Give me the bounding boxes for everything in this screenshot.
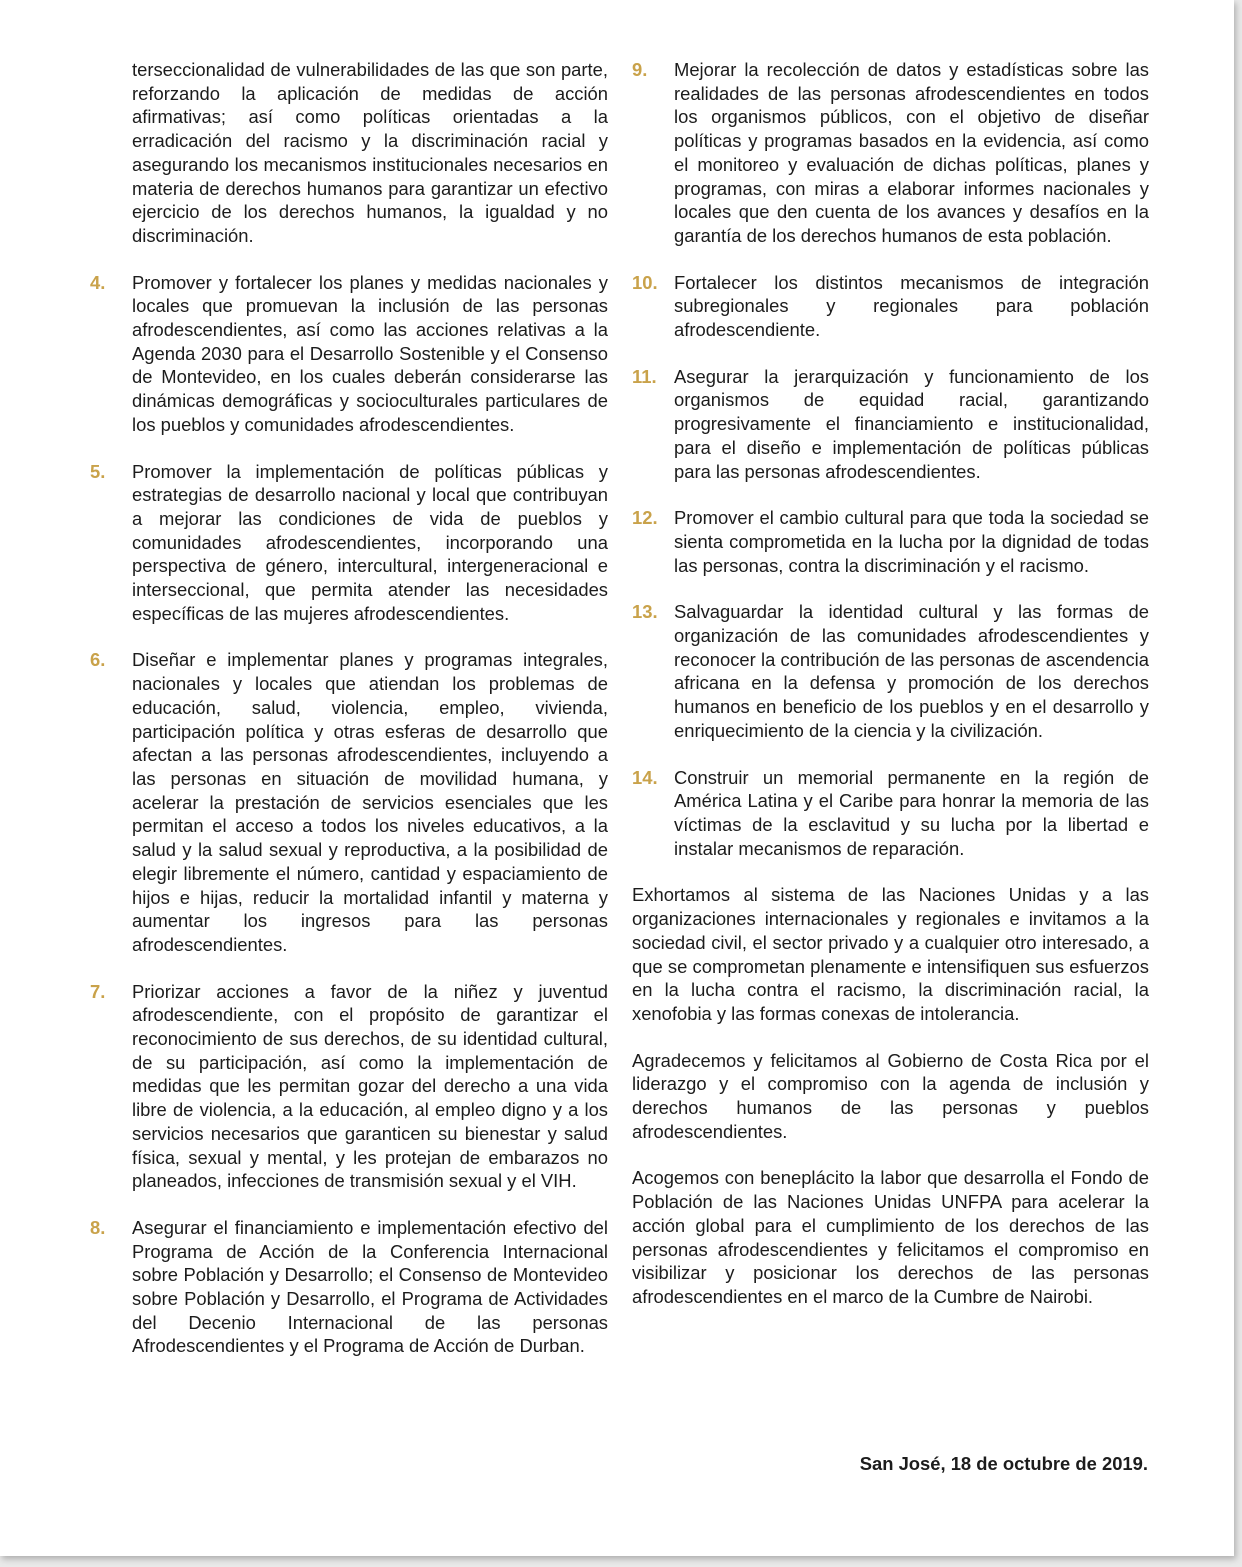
list-item-10 [632, 271, 1149, 342]
right-column [632, 58, 1149, 1332]
item-text: Salvaguardar la identidad cultural y las formas de organización de las comunidades afrodescendientes y reconocer la contribución de las personas de ascendencia africana en la defensa y promoción de los derechos humanos en beneficio de los pueblos y en el desarrollo y enriquecimiento de la ciencia y la civilización. [674, 601, 1149, 741]
list-item-6 [90, 648, 608, 956]
list-item-14 [632, 766, 1149, 861]
item-number: 12. [632, 507, 658, 529]
item-text: Construir un memorial permanente en la región de América Latina y el Caribe para honrar la memoria de las víctimas de la esclavitud y su lucha por la libertad e instalar mecanismos de reparación. [674, 766, 1149, 859]
place-date-signature: San José, 18 de octubre de 2019. [859, 1453, 1148, 1474]
item-text: Priorizar acciones a favor de la niñez y juventud afrodescendiente, con el propósito de garantizar el reconocimiento de sus derechos, de su identidad cultural, de su participación, así como la implementación de medidas que les permitan gozar del derecho a una vida libre de violencia, a la educación, al empleo digno y a los servicios necesarios que garanticen su bienestar y salud física, sexual y mental, y les protejan de embarazos no planeados, infecciones de transmisión sexual y el VIH. [132, 980, 608, 1192]
item-text: Fortalecer los distintos mecanismos de integración subregionales y regionales para población afrodescendiente. [674, 271, 1149, 341]
paragraph-acogemos: Acogemos con beneplácito la labor que desarrolla el Fondo de Población de las Naciones Unidas UNFPA para acelerar la acción global para el cumplimiento de los derechos de las personas afrodescendientes y felicitamos el compromiso en visibilizar y posicionar los derechos de las personas afrodescendientes en el marco de la Cumbre de Nairobi. [632, 1167, 1149, 1307]
item-number: 5. [90, 460, 106, 482]
item-text: Asegurar la jerarquización y funcionamiento de los organismos de equidad racial, garantizando progresivamente el financiamiento e institucionalidad, para el diseño e implementación de políticas públicas para las personas afrodescendientes. [674, 365, 1149, 482]
list-item-8 [90, 1216, 608, 1358]
list-item-9 [632, 58, 1149, 248]
item-number: 7. [90, 980, 106, 1002]
item-text: Promover y fortalecer los planes y medidas nacionales y locales que promuevan la inclusión de las personas afrodescendientes, así como las acciones relativas a la Agenda 2030 para el Desarrollo Sostenible y el Consenso de Montevideo, en los cuales deberán considerarse las dinámicas demográficas y socioculturales particulares de los pueblos y comunidades afrodescendientes. [132, 271, 608, 435]
item-number: 13. [632, 601, 658, 623]
continued-item-text: terseccionalidad de vulnerabilidades de las que son parte, reforzando la aplicación de medidas de acción afirmativas; así como políticas orientadas a la erradicación del racismo y la discriminación racial y asegurando los mecanismos institucionales necesarios en materia de derechos humanos para garantizar un efectivo ejercicio de los derechos humanos, la igualdad y no discriminación. [132, 59, 608, 246]
item-number: 9. [632, 59, 648, 80]
item-number: 8. [90, 1216, 106, 1238]
left-column [90, 58, 608, 1381]
item-text: Diseñar e implementar planes y programas integrales, nacionales y locales que atiendan los problemas de educación, salud, violencia, empleo, vivienda, participación política y otras esferas de desarrollo que afectan a las personas afrodescendientes, incluyendo a las personas en situación de movilidad humana, y acelerar la prestación de servicios esenciales que les permitan el acceso a todos los niveles educativos, a la salud y la salud sexual y reproductiva, a la posibilidad de elegir libremente el número, cantidad y espaciamiento de hijos e hijas, reducir la mortalidad infantil y materna y aumentar los ingresos para las personas afrodescendientes. [132, 649, 608, 955]
list-item-4 [90, 271, 608, 437]
item-text: Mejorar la recolección de datos y estadísticas sobre las realidades de las personas afrodescendientes en todos los organismos públicos, con el objetivo de diseñar políticas y programas basados en la evidencia, así como el monitoreo y evaluación de dichas políticas, planes y programas, con miras a elaborar informes nacionales y locales que den cuenta de los avances y desafíos en la garantía de los derechos humanos de esta población. [674, 59, 1149, 246]
item-number: 11. [632, 365, 657, 387]
list-item-11 [632, 365, 1149, 484]
paragraph-agradecemos: Agradecemos y felicitamos al Gobierno de Costa Rica por el liderazgo y el compromiso con la agenda de inclusión y derechos humanos de las personas y pueblos afrodescendientes. [632, 1049, 1149, 1142]
list-item-7 [90, 980, 608, 1193]
list-item-12 [632, 506, 1149, 577]
item-number: 14. [632, 766, 658, 788]
item-text: Promover la implementación de políticas públicas y estrategias de desarrollo nacional y local que contribuyan a mejorar las condiciones de vida de pueblos y comunidades afrodescendientes, incorporando una perspectiva de género, intercultural, intergeneracional e interseccional, que permita atender las necesidades específicas de las mujeres afrodescendientes. [132, 460, 608, 624]
list-item-5 [90, 460, 608, 626]
item-number: 4. [90, 271, 106, 293]
item-text: Asegurar el financiamiento e implementación efectivo del Programa de Acción de la Conferencia Internacional sobre Población y Desarrollo; el Consenso de Montevideo sobre Población y Desarrollo, el Programa de Actividades del Decenio Internacional de las personas Afrodescendientes y el Programa de Acción de Durban. [132, 1216, 608, 1357]
item-number: 10. [632, 271, 658, 293]
item-number: 6. [90, 649, 106, 671]
list-item-13 [632, 600, 1149, 742]
item-text: Promover el cambio cultural para que toda la sociedad se sienta comprometida en la lucha por la dignidad de todas las personas, contra la discriminación y el racismo. [674, 507, 1149, 576]
paragraph-exhortamos: Exhortamos al sistema de las Naciones Unidas y a las organizaciones internacionales y regionales e invitamos a la sociedad civil, el sector privado y a cualquier otro interesado, a que se comprometan plenamente e intensifiquen sus esfuerzos en la lucha contra el racismo, la discriminación racial, la xenofobia y las formas conexas de intolerancia. [632, 884, 1149, 1024]
